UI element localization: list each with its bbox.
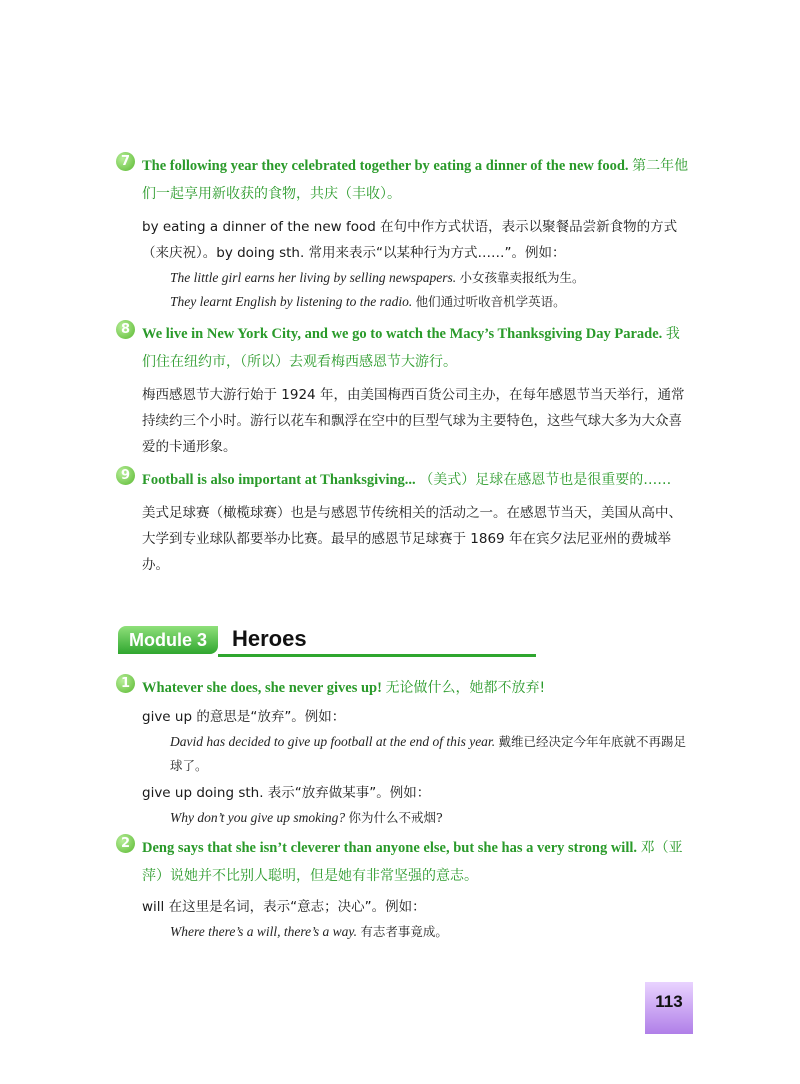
example-sentence: [170, 290, 693, 314]
note-heading: [118, 466, 693, 494]
explanation: will 在这里是名词，表示“意志；决心”。例如：: [142, 899, 426, 915]
heading-chinese: 我们住在纽约市，（所以）去观看梅西感恩节大游行。: [142, 326, 680, 370]
heading-english: The following year they celebrated together by eating a dinner of the new food.: [142, 158, 629, 174]
example-chinese: 戴维已经决定今年年底就不再踢足球了。: [170, 734, 686, 773]
explanation: 美式足球赛（橄榄球赛）也是与感恩节传统相关的活动之一。在感恩节当天，美国从高中、大学到专业球队都要举办比赛。最早的感恩节足球赛于 1869 年在宾夕法尼亚州的费城举办。: [142, 505, 682, 573]
module-title: Heroes: [232, 626, 307, 651]
heading-english: We live in New York City, and we go to watch the Macy’s Thanksgiving Day Parade.: [142, 326, 663, 342]
module-note-2: [118, 834, 693, 944]
example-sentence: [170, 266, 693, 290]
explanation: by eating a dinner of the new food 在句中作方式状语，表示以聚餐品尝新食物的方式（来庆祝）。by doing sth. 常用来表示“以某种行为方式……”。例如：: [142, 219, 678, 261]
example-sentence: [170, 730, 693, 778]
example-sentence: [170, 920, 693, 944]
note-heading: [118, 152, 693, 208]
heading-english: Whatever she does, she never gives up!: [142, 680, 382, 696]
number-badge: 8: [116, 320, 135, 339]
heading-chinese: 邓（亚萍）说她并不比别人聪明，但是她有非常坚强的意志。: [142, 840, 683, 884]
example-chinese: 他们通过听收音机学英语。: [415, 294, 566, 309]
number-badge: 2: [116, 834, 135, 853]
note-heading: [118, 674, 693, 702]
note-heading: [118, 834, 693, 890]
module-note-1: [118, 674, 693, 830]
number-badge: 1: [116, 674, 135, 693]
page-number: 113: [655, 992, 683, 1011]
heading-english: Football is also important at Thanksgiving...: [142, 472, 416, 488]
heading-chinese: 第二年他们一起享用新收获的食物，共庆（丰收）。: [142, 158, 689, 202]
example-english: Where there’s a will, there’s a way.: [170, 924, 357, 939]
module-tag: Module 3: [118, 626, 218, 654]
note-9: [118, 466, 693, 578]
example-chinese: 你为什么不戒烟?: [348, 810, 443, 825]
example-chinese: 小女孩靠卖报纸为生。: [459, 270, 585, 285]
note-8: [118, 320, 693, 460]
example-english: David has decided to give up football at the end of this year.: [170, 734, 496, 749]
module-header: [118, 622, 418, 658]
example-sentence: [170, 806, 693, 830]
explanation: give up doing sth. 表示“放弃做某事”。例如：: [142, 785, 431, 801]
heading-chinese: 无论做什么，她都不放弃!: [385, 680, 546, 696]
note-heading: [118, 320, 693, 376]
explanation: 梅西感恩节大游行始于 1924 年，由美国梅西百货公司主办，在每年感恩节当天举行，通常持续约三个小时。游行以花车和飘浮在空中的巨型气球为主要特色，这些气球大多为大众喜爱的卡通形象。: [142, 387, 685, 455]
module-underline: [218, 654, 536, 657]
heading-chinese: （美式）足球在感恩节也是很重要的……: [419, 472, 672, 488]
page-number-box: [645, 982, 693, 1034]
example-english: Why don’t you give up smoking?: [170, 810, 346, 825]
example-chinese: 有志者事竟成。: [360, 924, 448, 939]
number-badge: 7: [116, 152, 135, 171]
example-english: They learnt English by listening to the radio.: [170, 294, 413, 309]
note-7: [118, 152, 693, 314]
example-english: The little girl earns her living by selling newspapers.: [170, 270, 457, 285]
explanation: give up 的意思是“放弃”。例如：: [142, 709, 346, 725]
number-badge: 9: [116, 466, 135, 485]
heading-english: Deng says that she isn’t cleverer than anyone else, but she has a very strong will.: [142, 840, 638, 856]
